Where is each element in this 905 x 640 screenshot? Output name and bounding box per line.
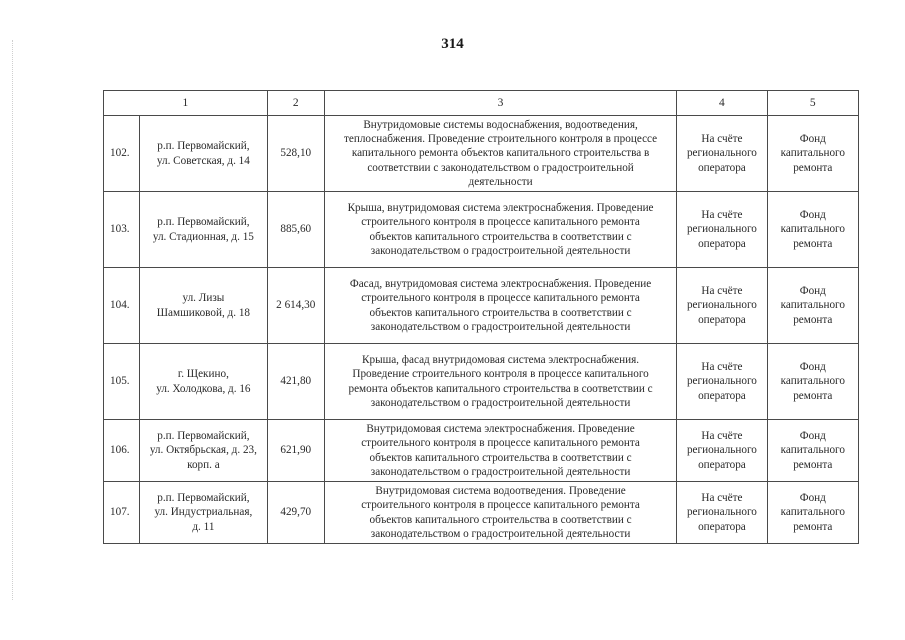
table-row (104, 192, 859, 268)
table-row (104, 116, 859, 192)
column-header-5: 5 (767, 91, 858, 116)
table-row (104, 482, 859, 544)
area-cell: 421,80 (267, 344, 324, 420)
works-cell: Фасад, внутридомовая система электроснабжения. Проведение строительного контроля в процессе капитального ремонта объектов капитального строительства в соответствии с законодательством о градостроительной деятельности (324, 268, 676, 344)
account-cell: На счёте регионального оператора (677, 192, 767, 268)
row-number: 106. (104, 420, 140, 482)
row-number: 107. (104, 482, 140, 544)
fund-cell: Фонд капитального ремонта (767, 482, 858, 544)
area-cell: 2 614,30 (267, 268, 324, 344)
works-cell: Внутридомовая система электроснабжения. Проведение строительного контроля в процессе капитального ремонта объектов капитального строительства в соответствии с законодательством о градостроительной деятельности (324, 420, 676, 482)
fund-cell: Фонд капитального ремонта (767, 192, 858, 268)
account-cell: На счёте регионального оператора (677, 420, 767, 482)
account-cell: На счёте регионального оператора (677, 268, 767, 344)
fund-cell: Фонд капитального ремонта (767, 420, 858, 482)
table-row (104, 420, 859, 482)
address-cell: р.п. Первомайский, ул. Стадионная, д. 15 (140, 192, 268, 268)
address-cell: р.п. Первомайский, ул. Индустриальная, д. 11 (140, 482, 268, 544)
fund-cell: Фонд капитального ремонта (767, 344, 858, 420)
works-cell: Внутридомовые системы водоснабжения, водоотведения, теплоснабжения. Проведение строительного контроля в процессе капитального ремонта объектов капитального строительства в соответствии с законодательством о градостроительной деятельности (324, 116, 676, 192)
address-cell: г. Щекино, ул. Холодкова, д. 16 (140, 344, 268, 420)
column-header-4: 4 (677, 91, 767, 116)
account-cell: На счёте регионального оператора (677, 482, 767, 544)
page-number: 314 (441, 36, 464, 52)
row-number: 105. (104, 344, 140, 420)
table-header-row (104, 91, 859, 116)
fund-cell: Фонд капитального ремонта (767, 116, 858, 192)
row-number: 102. (104, 116, 140, 192)
table-row (104, 268, 859, 344)
row-number: 104. (104, 268, 140, 344)
works-cell: Крыша, фасад внутридомовая система электроснабжения. Проведение строительного контроля в процессе капитального ремонта объектов капитального строительства в соответствии с законодательством о градостроительной деятельности (324, 344, 676, 420)
table-row (104, 344, 859, 420)
address-cell: р.п. Первомайский, ул. Советская, д. 14 (140, 116, 268, 192)
area-cell: 528,10 (267, 116, 324, 192)
area-cell: 621,90 (267, 420, 324, 482)
row-number: 103. (104, 192, 140, 268)
address-cell: р.п. Первомайский, ул. Октябрьская, д. 23, корп. а (140, 420, 268, 482)
works-cell: Крыша, внутридомовая система электроснабжения. Проведение строительного контроля в процессе капитального ремонта объектов капитального строительства в соответствии с законодательством о градостроительной деятельности (324, 192, 676, 268)
column-header-3: 3 (324, 91, 676, 116)
account-cell: На счёте регионального оператора (677, 116, 767, 192)
scan-margin-marks (12, 40, 15, 600)
address-cell: ул. Лизы Шамшиковой, д. 18 (140, 268, 268, 344)
column-header-2: 2 (267, 91, 324, 116)
repair-works-table (103, 90, 859, 544)
area-cell: 885,60 (267, 192, 324, 268)
works-cell: Внутридомовая система водоотведения. Проведение строительного контроля в процессе капитального ремонта объектов капитального строительства в соответствии с законодательством о градостроительной деятельности (324, 482, 676, 544)
area-cell: 429,70 (267, 482, 324, 544)
fund-cell: Фонд капитального ремонта (767, 268, 858, 344)
account-cell: На счёте регионального оператора (677, 344, 767, 420)
column-header-1: 1 (104, 91, 268, 116)
